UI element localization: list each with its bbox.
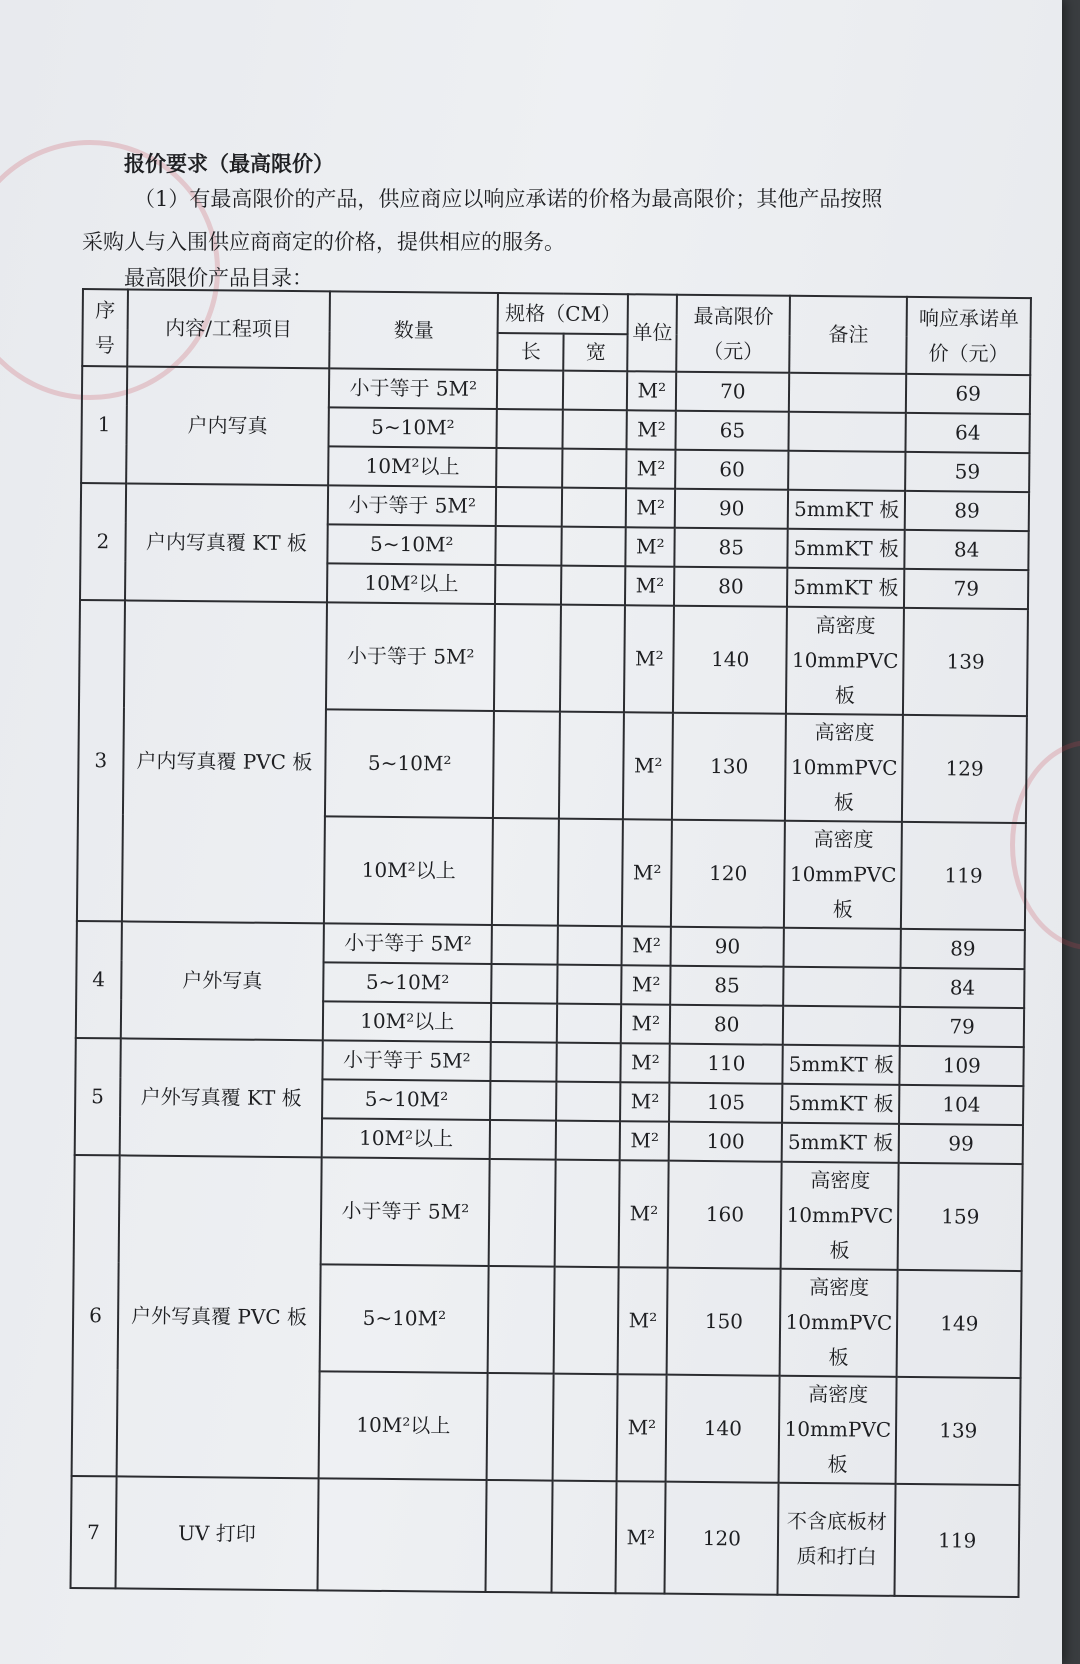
width-cell — [558, 819, 623, 927]
width-cell — [559, 712, 624, 820]
requirement-paragraph: （1）有最高限价的产品，供应商应以响应承诺的价格为最高限价；其他产品按照采购人与入围供应商商定的价格，提供相应的服务。 — [82, 187, 883, 254]
row-number: 6 — [72, 1155, 120, 1476]
remark-cell: 5mmKT 板 — [783, 1045, 901, 1085]
item-name: 户内写真覆 KT 板 — [125, 483, 328, 602]
unit-cell: M² — [623, 712, 673, 819]
length-cell — [496, 448, 562, 488]
item-name: 户内写真覆 PVC 板 — [122, 600, 327, 923]
length-cell — [487, 1373, 554, 1481]
max-price-cell: 85 — [670, 966, 783, 1006]
price-table — [70, 288, 1032, 1598]
table-row — [79, 600, 1028, 716]
width-cell — [558, 926, 622, 966]
length-cell — [493, 711, 560, 819]
max-price-cell: 85 — [675, 528, 788, 568]
width-cell — [563, 449, 627, 489]
promise-price-cell: 139 — [903, 608, 1028, 716]
width-cell — [562, 527, 626, 567]
row-number: 1 — [81, 366, 127, 483]
remark-cell: 5mmKT 板 — [787, 568, 905, 608]
unit-cell: M² — [625, 566, 674, 605]
length-cell — [495, 565, 561, 605]
table-row — [71, 1476, 1020, 1597]
promise-price-cell: 129 — [902, 715, 1027, 823]
header-length: 长 — [498, 333, 564, 371]
unit-cell: M² — [626, 449, 675, 488]
unit-cell: M² — [624, 605, 674, 712]
max-price-cell: 80 — [674, 567, 787, 607]
table-row — [74, 1155, 1023, 1271]
promise-price-cell: 59 — [905, 452, 1029, 492]
unit-cell: M² — [616, 1481, 666, 1593]
header-item: 内容/工程项目 — [127, 289, 330, 368]
width-cell — [558, 965, 622, 1005]
length-cell — [494, 604, 561, 712]
quantity-cell: 10M²以上 — [328, 446, 497, 487]
unit-cell: M² — [622, 819, 672, 926]
length-cell — [496, 526, 562, 566]
remark-cell: 高密度 10mmPVC 板 — [785, 714, 903, 822]
header-unit: 单位 — [628, 294, 678, 371]
width-cell — [555, 1160, 620, 1268]
quantity-cell: 5~10M² — [322, 1079, 491, 1120]
max-price-cell: 90 — [671, 927, 784, 967]
unit-cell: M² — [627, 371, 676, 410]
quantity-cell: 10M²以上 — [322, 1118, 491, 1159]
max-price-cell: 120 — [665, 1482, 779, 1595]
header-max-price: 最高限价（元） — [677, 295, 791, 373]
row-number: 7 — [71, 1476, 117, 1588]
unit-cell: M² — [618, 1267, 668, 1374]
max-price-cell: 60 — [675, 450, 788, 490]
promise-price-cell: 99 — [899, 1124, 1023, 1164]
table-row — [82, 366, 1030, 414]
remark-cell: 5mmKT 板 — [782, 1123, 900, 1163]
table-row — [81, 483, 1029, 531]
item-name: 户内写真 — [126, 366, 329, 485]
remark-cell — [784, 928, 902, 968]
unit-cell: M² — [627, 410, 676, 449]
width-cell — [557, 1043, 621, 1083]
width-cell — [554, 1267, 619, 1375]
unit-cell: M² — [621, 1004, 670, 1043]
quantity-cell — [318, 1478, 487, 1592]
length-cell — [497, 370, 563, 410]
remark-cell: 5mmKT 板 — [788, 529, 906, 569]
width-cell — [553, 1374, 618, 1482]
promise-price-cell: 84 — [901, 968, 1025, 1008]
quantity-cell: 5~10M² — [327, 524, 496, 565]
table-row — [75, 1038, 1023, 1086]
promise-price-cell: 119 — [895, 1484, 1020, 1597]
length-cell — [488, 1266, 555, 1374]
length-cell — [486, 1480, 553, 1593]
unit-cell: M² — [617, 1374, 667, 1481]
promise-price-cell: 109 — [900, 1046, 1024, 1086]
max-price-cell: 80 — [670, 1005, 783, 1045]
promise-price-cell: 69 — [906, 374, 1030, 414]
length-cell — [491, 1003, 557, 1043]
unit-cell: M² — [621, 1043, 670, 1082]
length-cell — [497, 409, 563, 449]
max-price-cell: 105 — [669, 1083, 782, 1123]
quantity-cell: 小于等于 5M² — [328, 485, 497, 526]
length-cell — [496, 487, 562, 527]
width-cell — [557, 1004, 621, 1044]
header-promise-price: 响应承诺单价（元） — [907, 297, 1031, 375]
header-spec: 规格（CM） — [498, 293, 628, 334]
promise-price-cell: 89 — [901, 929, 1025, 969]
promise-price-cell: 89 — [905, 491, 1029, 531]
quantity-cell: 5~10M² — [320, 1264, 489, 1373]
remark-cell: 高密度 10mmPVC 板 — [784, 821, 902, 929]
promise-price-cell: 104 — [899, 1085, 1023, 1125]
max-price-cell: 120 — [671, 820, 785, 928]
remark-cell: 高密度 10mmPVC 板 — [779, 1376, 897, 1484]
remark-cell: 不含底板材质和打白 — [778, 1483, 896, 1596]
length-cell — [492, 925, 558, 965]
max-price-cell: 150 — [667, 1268, 781, 1376]
header-no: 序号 — [82, 289, 127, 366]
width-cell — [560, 605, 625, 713]
unit-cell: M² — [626, 527, 675, 566]
promise-price-cell: 79 — [900, 1007, 1024, 1047]
unit-cell: M² — [620, 1121, 669, 1160]
item-name: 户外写真覆 PVC 板 — [116, 1155, 321, 1478]
promise-price-cell: 159 — [898, 1163, 1023, 1271]
quantity-cell: 5~10M² — [329, 407, 498, 448]
quantity-cell: 10M²以上 — [324, 816, 493, 925]
max-price-cell: 140 — [666, 1375, 780, 1483]
unit-cell: M² — [622, 926, 671, 965]
quantity-cell: 5~10M² — [323, 962, 492, 1003]
quantity-cell: 小于等于 5M² — [329, 368, 498, 409]
item-name: 户外写真覆 KT 板 — [119, 1038, 322, 1157]
max-price-cell: 65 — [676, 411, 789, 451]
width-cell — [556, 1082, 620, 1122]
promise-price-cell: 79 — [904, 569, 1028, 609]
remark-cell — [783, 967, 901, 1007]
remark-cell — [789, 412, 907, 452]
promise-price-cell: 84 — [905, 530, 1029, 570]
row-number: 2 — [80, 483, 126, 600]
quantity-cell: 5~10M² — [325, 709, 494, 818]
max-price-cell: 130 — [672, 713, 786, 821]
width-cell — [563, 410, 627, 450]
row-number: 3 — [77, 600, 125, 921]
remark-cell: 高密度 10mmPVC 板 — [781, 1162, 899, 1270]
promise-price-cell: 149 — [897, 1270, 1022, 1378]
remark-cell — [789, 373, 907, 413]
quantity-cell: 小于等于 5M² — [321, 1157, 490, 1266]
item-name: 户外写真 — [121, 921, 324, 1040]
quantity-cell: 小于等于 5M² — [326, 602, 495, 711]
length-cell — [490, 1120, 556, 1160]
section-heading: 报价要求（最高限价） — [124, 151, 334, 176]
header-width: 宽 — [564, 334, 628, 372]
unit-cell: M² — [621, 965, 670, 1004]
promise-price-cell: 119 — [901, 822, 1026, 930]
catalog-label: 最高限价产品目录： — [124, 266, 313, 290]
max-price-cell: 100 — [669, 1122, 782, 1162]
remark-cell: 高密度 10mmPVC 板 — [780, 1269, 898, 1377]
width-cell — [562, 488, 626, 528]
length-cell — [492, 818, 559, 926]
max-price-cell: 70 — [676, 372, 789, 412]
unit-cell: M² — [620, 1082, 669, 1121]
max-price-cell: 140 — [673, 606, 787, 714]
header-remark: 备注 — [789, 296, 907, 374]
length-cell — [489, 1159, 556, 1267]
item-name: UV 打印 — [115, 1476, 318, 1590]
length-cell — [492, 964, 558, 1004]
quantity-cell: 10M²以上 — [323, 1001, 492, 1042]
quantity-cell: 小于等于 5M² — [324, 923, 493, 964]
quantity-cell: 10M²以上 — [319, 1371, 488, 1480]
promise-price-cell: 64 — [906, 413, 1030, 453]
max-price-cell: 160 — [668, 1161, 782, 1269]
remark-cell — [783, 1006, 901, 1046]
promise-price-cell: 139 — [896, 1377, 1021, 1485]
remark-cell — [788, 451, 906, 491]
quantity-cell: 小于等于 5M² — [323, 1040, 492, 1081]
unit-cell: M² — [619, 1160, 669, 1267]
width-cell — [552, 1481, 617, 1594]
quantity-cell: 10M²以上 — [327, 563, 496, 604]
remark-cell: 高密度 10mmPVC 板 — [786, 607, 904, 715]
max-price-cell: 90 — [675, 489, 788, 529]
width-cell — [556, 1121, 620, 1161]
table-row — [77, 921, 1025, 969]
remark-cell: 5mmKT 板 — [788, 490, 906, 530]
length-cell — [490, 1081, 556, 1121]
width-cell — [563, 371, 627, 411]
row-number: 4 — [76, 921, 122, 1038]
remark-cell: 5mmKT 板 — [782, 1084, 900, 1124]
header-qty: 数量 — [329, 291, 498, 370]
unit-cell: M² — [626, 488, 675, 527]
max-price-cell: 110 — [670, 1044, 783, 1084]
width-cell — [561, 566, 625, 606]
row-number: 5 — [75, 1038, 121, 1155]
length-cell — [491, 1042, 557, 1082]
